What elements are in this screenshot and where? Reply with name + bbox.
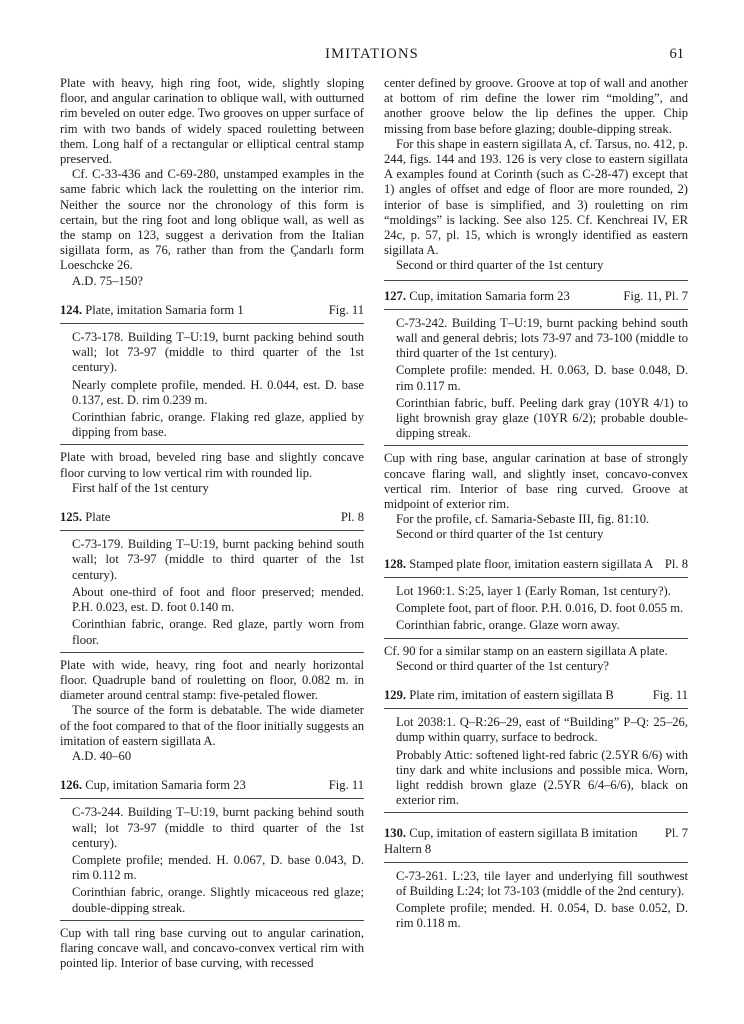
entry-figure-ref: Fig. 11 [652,687,688,702]
entry-title: Plate, imitation Samaria form 1 [85,302,244,317]
catalog-dimensions: Nearly complete profile, mended. H. 0.044, est. D. base 0.137, est. D. rim 0.239 m. [72,377,364,407]
catalog-fabric: Corinthian fabric, orange. Glaze worn away. [396,618,620,633]
entry-127-description: Cup with ring base, angular carination at base of strongly concave flaring wall, and slightly inset, concavo-convex vertical rim. Interior of base ring curved. Groove at midpoint of exterior rim. [384,451,688,512]
entry-125-catalog [60,530,364,652]
catalog-context: C-73-179. Building T–U:19, burnt packing behind south wall; lot 73-97 (middle to third quarter of the 1st century). [72,537,364,582]
running-title: IMITATIONS [325,46,419,62]
entry-126-description: Cup with tall ring base curving out to angular carination, flaring concave wall, and concavo-convex vertical rim with pointed lip. Interior of base curving, with recessed [60,925,364,971]
catalog-dimensions: Complete profile; mended. H. 0.054, D. base 0.052, D. rim 0.118 m. [396,901,688,931]
entry-plate-ref: Pl. 8 [664,556,688,571]
catalog-fabric: Corinthian fabric, orange. Red glaze, partly worn from floor. [72,617,364,647]
intro-date: A.D. 75–150? [72,273,144,288]
page-number: 61 [669,46,684,62]
entry-127-comment: For the profile, cf. Samaria-Sebaste III, fig. 81:10. [396,512,650,527]
entry-number: 130. [384,826,407,841]
entry-figure-ref: Fig. 11 [328,778,364,793]
entry-number: 129. [384,687,407,702]
entry-128-comment: Cf. 90 for a similar stamp on an eastern sigillata A plate. [384,643,668,658]
left-column [60,76,364,971]
entry-plate-ref: Pl. 8 [340,510,364,525]
entry-title: Cup, imitation of eastern sigillata B imitation Haltern 8 [384,826,638,856]
entry-129-catalog [384,708,688,813]
entry-130-catalog [384,862,688,936]
entry-128-catalog [384,577,688,639]
entry-125-heading [60,510,364,525]
entry-126-catalog [60,798,364,920]
entry-number: 128. [384,556,407,571]
catalog-context: C-73-242. Building T–U:19, burnt packing behind south wall and general debris; lots 73-97 and 73-100 (middle to third quarter of the 1st century). [396,315,688,361]
entry-figure-ref: Fig. 11, Pl. 7 [623,288,688,303]
catalog-context: Lot 2038:1. Q–R:26–29, east of “Building” P–Q: 25–26, dump within quarry, surface to bedrock. [396,715,688,745]
catalog-dimensions: Complete profile: mended. H. 0.063, D. base 0.048, D. rim 0.117 m. [396,363,688,393]
entry-number: 126. [60,778,83,793]
entry-129-heading [384,688,688,703]
entry-127-heading [384,289,688,304]
entry-number: 124. [60,302,83,317]
right-column [384,76,688,941]
entry-128-date: Second or third quarter of the 1st century? [396,658,609,673]
continued-date: Second or third quarter of the 1st century [396,258,604,273]
entry-title: Cup, imitation Samaria form 23 [85,778,246,793]
entry-figure-ref: Fig. 11 [328,302,364,317]
catalog-context: Lot 1960:1. S:25, layer 1 (Early Roman, 1st century?). [396,583,671,598]
catalog-dimensions: About one-third of foot and floor preserved; mended. P.H. 0.023, est. D. foot 0.140 m. [72,584,364,615]
entry-title: Plate rim, imitation of eastern sigillata B [409,687,614,702]
entry-130-heading [384,826,688,856]
entry-128-heading [384,557,688,572]
catalog-context: C-73-261. L:23, tile layer and underlying fill southwest of Building L:24; lot 73-103 (middle of the 2nd century). [396,868,688,898]
entry-title: Plate [85,510,111,525]
entry-124-date: First half of the 1st century [72,480,209,495]
entry-title: Cup, imitation Samaria form 23 [409,288,570,303]
entry-number: 127. [384,288,407,303]
continued-description: center defined by groove. Groove at top of wall and another at bottom of rim define the lower rim “molding”, and another groove below the lip defines the upper. Chip missing from base before glazing; double-dipping streak. [384,76,688,136]
intro-comment: Cf. C-33-436 and C-69-280, unstamped examples in the same fabric which lack the rouletting on the interior rim. Neither the source nor the chronology of this form is certain, but the ring foot and long oblique wall, as well as the stamp on 123, suggest a derivation from the Italian sigillata form, as 76, rather than from the Çandarlı form Loeschcke 26. [60,167,364,273]
intro-description: Plate with heavy, high ring foot, wide, slightly sloping floor, and angular carination to oblique wall, with outturned rim beveled on outer edge. Two grooves on upper surface of rim with two bands of widely spaced rouletting between them. Long half of a rectangular or elliptical central stamp preserved. [60,76,364,167]
entry-127-catalog [384,309,688,447]
entry-124-catalog [60,323,364,445]
entry-125-description: Plate with wide, heavy, ring foot and nearly horizontal floor. Quadruple band of rouletting on floor, 0.082 m. in diameter around central stamp: five-petaled flower. [60,657,364,703]
catalog-dimensions: Complete profile; mended. H. 0.067, D. base 0.043, D. rim 0.112 m. [72,852,364,883]
catalog-fabric: Corinthian fabric, orange. Slightly micaceous red glaze; double-dipping streak. [72,885,364,915]
entry-124-description: Plate with broad, beveled ring base and slightly concave floor curving to low vertical rim with rounded lip. [60,450,364,480]
entry-number: 125. [60,510,83,525]
catalog-context: C-73-244. Building T–U:19, burnt packing behind south wall; lot 73-97 (middle to third quarter of the 1st century). [72,805,364,850]
page-header [0,46,744,66]
entry-125-date: A.D. 40–60 [72,748,132,763]
catalog-context: C-73-178. Building T–U:19, burnt packing behind south wall; lot 73-97 (middle to third quarter of the 1st century). [72,330,364,375]
entry-title: Stamped plate floor, imitation eastern sigillata A [409,556,654,571]
catalog-fabric: Corinthian fabric, buff. Peeling dark gray (10YR 4/1) to light brownish gray glaze (10YR 6/2); probable double-dipping streak. [396,395,688,441]
entry-124-heading [60,303,364,318]
entry-126-heading [60,778,364,793]
entry-125-comment: The source of the form is debatable. The wide diameter of the foot compared to that of the floor initially suggests an imitation of eastern sigillata A. [60,703,364,748]
continued-comment: For this shape in eastern sigillata A, cf. Tarsus, no. 412, p. 244, figs. 144 and 193. 126 is very close to eastern sigillata A examples found at Corinth (such as C-28-47) except that 1) angles of offset and edge of floor are more rounded, 2) interior of base is simplified, and 3) rouletting on rim “moldings” is lacking. See also 125. Cf. Kenchreai IV, ER 24c, p. 57, pl. 15, which is wrongly identified as eastern sigillata A. [384,136,688,258]
catalog-fabric: Probably Attic: softened light-red fabric (2.5YR 6/6) with tiny dark and white inclusions and possible mica. Worn, light reddish brown glaze (2.5YR 6/4–6/6), black on exterior rim. [396,747,688,808]
entry-127-date: Second or third quarter of the 1st century [396,527,604,542]
catalog-fabric: Corinthian fabric, orange. Flaking red glaze, applied by dipping from base. [72,410,364,440]
entry-plate-ref: Pl. 7 [664,826,688,841]
catalog-dimensions: Complete foot, part of floor. P.H. 0.016, D. foot 0.055 m. [396,601,684,616]
